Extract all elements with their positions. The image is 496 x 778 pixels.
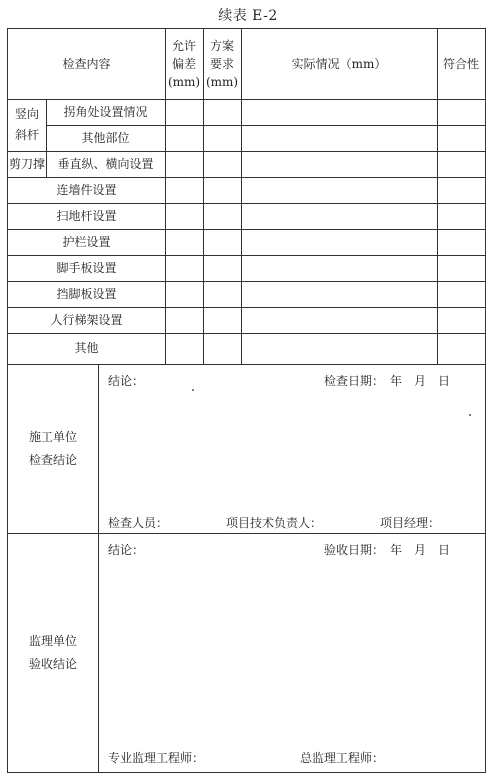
item-scissor-setting: 垂直纵、横向设置 <box>57 156 154 171</box>
vertical-diagonal-label-line: 竖向 <box>14 107 39 121</box>
tech-lead-signature-label: 项目技术负责人： <box>226 516 323 530</box>
inspector-signature-label: 检查人员： <box>108 516 169 530</box>
header-plan-requirement <box>203 29 241 99</box>
header-conformity: 符合性 <box>442 56 479 71</box>
header-actual: 实际情况（mm） <box>291 56 387 71</box>
scan-speck <box>192 389 194 391</box>
header-allow-deviation <box>165 29 203 99</box>
item-other: 其他 <box>74 341 99 356</box>
chief-signature-label: 总监理工程师： <box>300 751 385 765</box>
manager-signature-label: 项目经理： <box>380 516 441 530</box>
header-allow-deviation-line: 偏差 <box>171 57 196 71</box>
item-ladder: 人行梯架设置 <box>50 312 123 327</box>
header-plan-requirement-line: 方案 <box>209 39 234 53</box>
item-wall-tie: 连墙件设置 <box>56 182 117 197</box>
header-plan-requirement-line: 要求 <box>209 57 234 71</box>
supervision-label <box>8 533 98 772</box>
table-title: 续表 E-2 <box>218 8 278 24</box>
item-guardrail: 护栏设置 <box>62 234 111 249</box>
scissor-brace-label: 剪刀撑 <box>8 156 45 171</box>
supervision-label-line: 验收结论 <box>28 656 77 671</box>
construction-conclusion-label: 结论： <box>108 374 145 388</box>
grid-line <box>98 364 99 772</box>
header-plan-requirement-line: (mm) <box>205 75 239 89</box>
item-corner: 拐角处设置情况 <box>63 104 148 119</box>
supervision-conclusion-label: 结论： <box>108 543 145 557</box>
supervision-label-line: 监理单位 <box>28 633 77 648</box>
construction-label-line: 施工单位 <box>28 429 77 444</box>
item-sweep-rod: 扫地杆设置 <box>56 208 117 223</box>
item-toe-board: 挡脚板设置 <box>56 286 117 301</box>
header-content: 检查内容 <box>62 56 111 71</box>
construction-label-line: 检查结论 <box>28 452 77 467</box>
vertical-diagonal-label-line: 斜杆 <box>14 128 39 142</box>
item-other-parts: 其他部位 <box>81 130 130 145</box>
supervision-date: 验收日期： 年 月 日 <box>324 543 451 557</box>
header-allow-deviation-line: 允许 <box>171 39 196 53</box>
construction-date: 检查日期： 年 月 日 <box>324 374 451 388</box>
construction-label <box>8 364 98 533</box>
engineer-signature-label: 专业监理工程师： <box>108 751 205 765</box>
vertical-diagonal-label <box>8 99 46 151</box>
item-scaffold-board: 脚手板设置 <box>56 260 117 275</box>
header-allow-deviation-line: (mm) <box>167 75 201 89</box>
scan-speck <box>469 414 471 416</box>
inspection-table <box>7 28 486 773</box>
